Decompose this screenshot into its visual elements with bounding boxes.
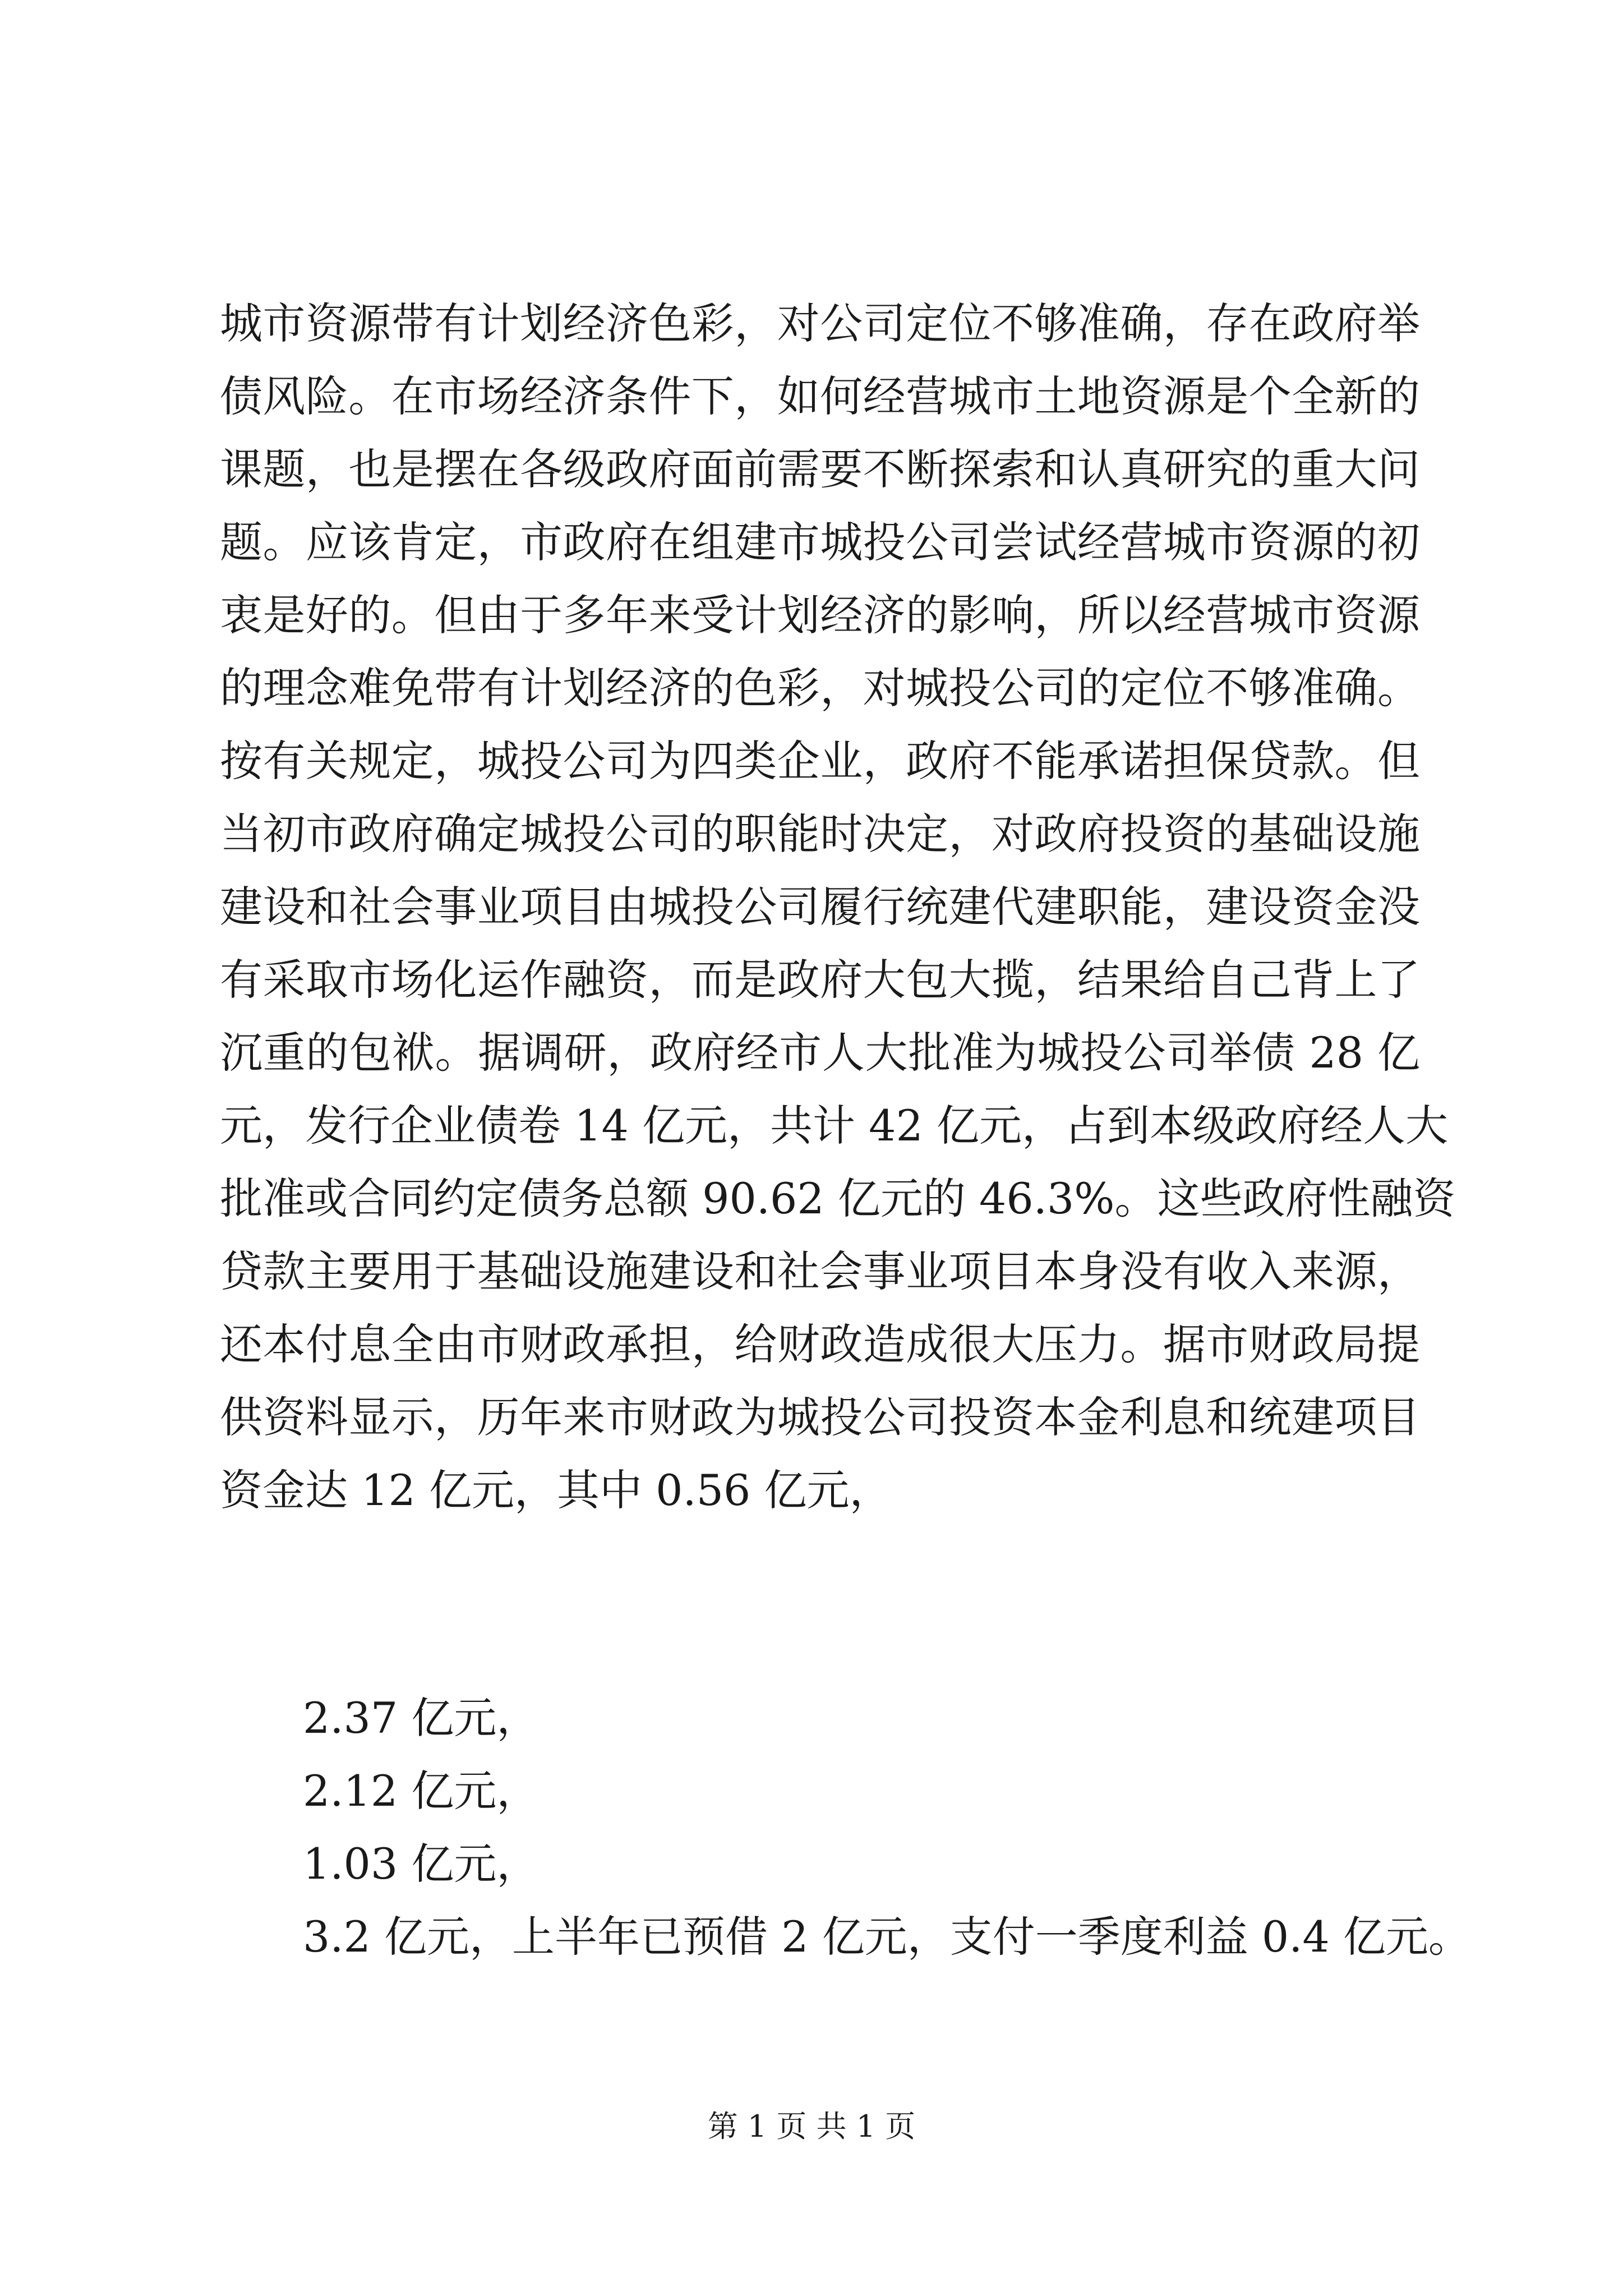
text-line: 课题，也是摆在各级政府面前需要不断探索和认真研究的重大问 — [220, 444, 1420, 494]
page-footer: 第 1 页 共 1 页 — [707, 2109, 916, 2144]
list-item: 2.12 亿元， — [303, 1766, 540, 1816]
list-item: 2.37 亿元， — [303, 1693, 540, 1743]
text-line: 元，发行企业债卷 14 亿元，共计 42 亿元，占到本级政府经人大 — [220, 1101, 1449, 1151]
body-paragraph — [220, 287, 1456, 1527]
text-line: 资金达 12 亿元，其中 0.56 亿元， — [220, 1465, 892, 1515]
list-item: 1.03 亿元， — [303, 1839, 540, 1889]
text-line: 按有关规定，城投公司为四类企业，政府不能承诺担保贷款。但 — [220, 736, 1420, 786]
text-line: 建设和社会事业项目由城投公司履行统建代建职能，建设资金没 — [220, 882, 1420, 932]
text-line: 债风险。在市场经济条件下，如何经营城市土地资源是个全新的 — [220, 371, 1420, 421]
list-item: 3.2 亿元，上半年已预借 2 亿元，支付一季度利益 0.4 亿元。 — [303, 1912, 1471, 1962]
amount-list — [303, 1682, 1471, 1973]
text-line: 贷款主要用于基础设施建设和社会事业项目本身没有收入来源， — [220, 1246, 1420, 1296]
text-line: 当初市政府确定城投公司的职能时决定，对政府投资的基础设施 — [220, 809, 1420, 859]
text-line: 城市资源带有计划经济色彩，对公司定位不够准确，存在政府举 — [220, 298, 1420, 348]
text-line: 供资料显示，历年来市财政为城投公司投资本金利息和统建项目 — [220, 1392, 1420, 1442]
text-line: 批准或合同约定债务总额 90.62 亿元的 46.3%。这些政府性融资 — [220, 1174, 1456, 1223]
text-line: 还本付息全由市财政承担，给财政造成很大压力。据市财政局提 — [220, 1319, 1420, 1369]
text-line: 有采取市场化运作融资，而是政府大包大揽，结果给自己背上了 — [220, 955, 1420, 1005]
text-line: 衷是好的。但由于多年来受计划经济的影响，所以经营城市资源 — [220, 590, 1420, 640]
text-line: 沉重的包袱。据调研，政府经市人大批准为城投公司举债 28 亿 — [220, 1028, 1420, 1078]
text-line: 题。应该肯定，市政府在组建市城投公司尝试经营城市资源的初 — [220, 517, 1420, 567]
text-line: 的理念难免带有计划经济的色彩，对城投公司的定位不够准确。 — [220, 663, 1420, 713]
